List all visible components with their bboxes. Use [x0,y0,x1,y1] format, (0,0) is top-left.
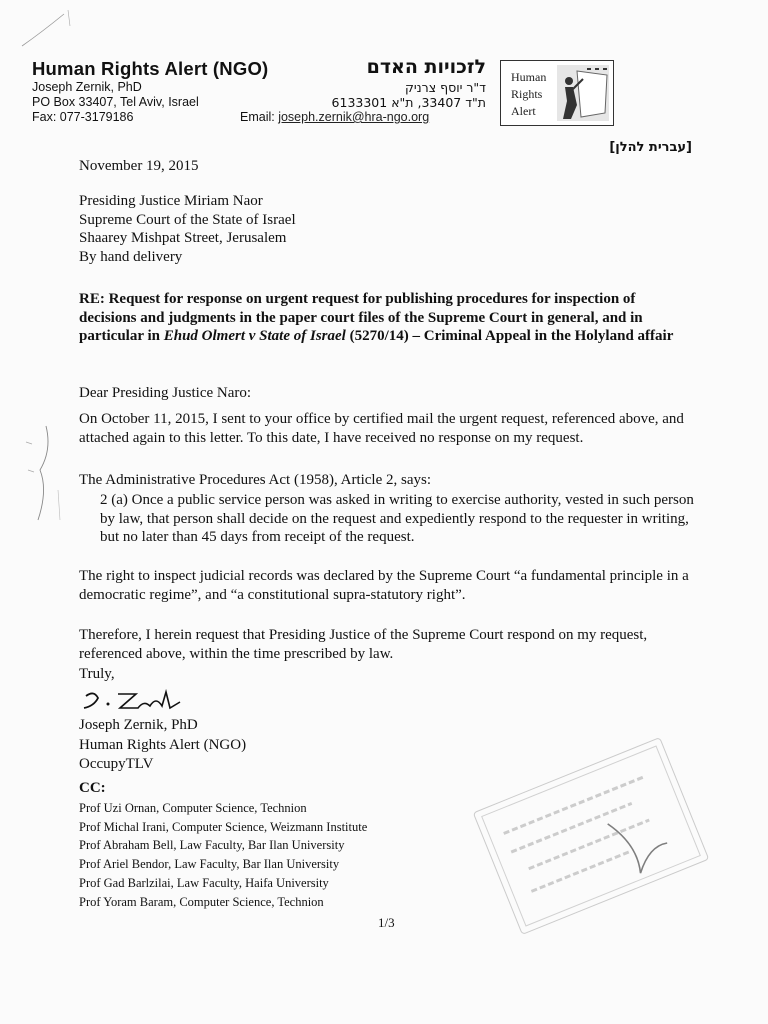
hebrew-sender-address: ת"ד 33407, ת"א 6133301 [331,95,486,110]
cc-recipient: Prof Gad Barlzilai, Law Faculty, Haifa University [79,875,329,890]
sender-fax: Fax: 077-3179186 [32,110,134,124]
scan-mark-top [14,6,74,50]
recipient-line: By hand delivery [79,248,183,265]
page-number: 1/3 [378,915,395,930]
stamp-marks-icon [474,738,708,933]
letter-date: November 19, 2015 [79,158,199,174]
sender-address: PO Box 33407, Tel Aviv, Israel [32,95,199,109]
cc-recipient: Prof Ariel Bendor, Law Faculty, Bar Ilan University [79,857,340,872]
email-line [240,110,429,124]
logo-line-1: Human [511,70,547,84]
cc-label: CC: [79,780,106,796]
subject-line [79,290,691,346]
hebrew-sender-name: ד"ר יוסף צרניק [404,80,486,95]
paragraph-3: The right to inspect judicial records was declared by the Supreme Court “a fundamental principle in a democratic regime”, and “a constitutional supra-statutory right”. [79,568,689,603]
recipient-line: Presiding Justice Miriam Naor [79,193,263,209]
sender-name: Joseph Zernik, PhD [32,80,142,94]
paragraph-1: On October 11, 2015, I sent to your office by certified mail the urgent request, referenced above, and attached again to this letter. To this date, I have received no response on my request. [79,411,684,446]
signer-block [79,716,246,774]
logo-text [511,69,546,120]
hebrew-below-note: [עברית להלן] [609,140,692,155]
hebrew-org-name: לזכויות האדם [366,56,486,78]
email-link[interactable]: joseph.zernik@hra-ngo.org [278,110,430,124]
received-stamp [473,737,710,935]
logo-line-3: Alert [511,104,536,118]
cc-recipient: Prof Uzi Ornan, Computer Science, Technion [79,801,307,815]
quoted-article: 2 (a) Once a public service person was asked in writing to exercise authority, vested in such person by law, that person shall decide on the request and expediently respond to the requester in writing, but no later than 45 days from receipt of the request. [100,492,694,546]
cc-recipient: Prof Abraham Bell, Law Faculty, Bar Ilan University [79,838,345,853]
subject-part-1: RE: Request for response on urgent request for publishing procedures for inspection of decisions and judgments in the paper court files of the Supreme Court in general, and in particular in [79,291,643,345]
signer-line: Joseph Zernik, PhD [79,717,198,733]
recipient-line: Shaarey Mishpat Street, Jerusalem [79,230,287,247]
recipient-line: Supreme Court of the State of Israel [79,211,296,228]
salutation: Dear Presiding Justice Naro: [79,385,252,401]
closing: Truly, [79,666,115,682]
org-name: Human Rights Alert (NGO) [32,58,269,79]
cc-list [79,799,367,911]
logo [500,60,614,126]
paragraph-4: Therefore, I herein request that Presiding Justice of the Supreme Court respond on my request, referenced above, within the time prescribed by law. [79,627,648,662]
subject-case-name: Ehud Olmert v State of Israel [163,328,346,345]
subject-part-2: (5270/14) – Criminal Appeal in the Holyland affair [345,328,674,345]
cc-recipient: Prof Michal Irani, Computer Science, Weizmann Institute [79,819,368,834]
recipient-block [79,192,699,266]
cc-recipient: Prof Yoram Baram, Computer Science, Technion [79,894,324,909]
handwritten-margin-mark [18,420,68,530]
email-label: Email: [240,110,279,124]
logo-line-2: Rights [511,87,543,101]
signer-line: OccupyTLV [79,756,154,773]
signature [80,686,190,716]
logo-figure-icon [557,65,609,121]
paragraph-2: The Administrative Procedures Act (1958), Article 2, says: [79,472,432,488]
signer-line: Human Rights Alert (NGO) [79,736,247,753]
